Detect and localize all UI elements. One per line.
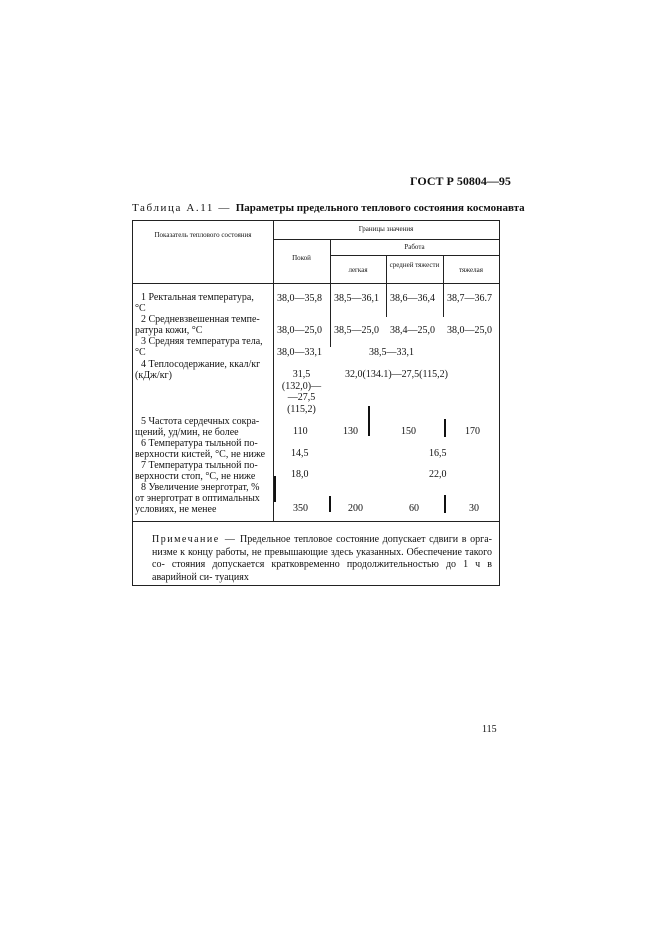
cell-heavy: 170 [465, 426, 480, 437]
rule-fragment [444, 495, 446, 513]
cell-medium: 38,6—36,4 [390, 293, 435, 304]
rule-fragment [274, 476, 276, 502]
row-label: верхности стоп, °С, не ниже [135, 471, 256, 482]
cell-work: 38,5—33,1 [369, 347, 414, 358]
header-medium: средней тяжести [389, 261, 440, 269]
row-label: ратура кожи, °С [135, 325, 203, 336]
cell-rest: 18,0 [291, 469, 309, 480]
cell-work: 22,0 [429, 469, 447, 480]
note-line: низме к концу работы, не превышающие здесь указанных. Обеспечение такого со- [152, 546, 492, 570]
cell-medium: 150 [401, 426, 416, 437]
caption-title: Параметры предельного теплового состояния космонавта [235, 202, 525, 214]
row-label: 5 Частота сердечных сокра- [141, 416, 260, 427]
note-line: Предельное тепловое состояние допускает сдвиги в орга- [239, 534, 493, 545]
cell-heavy: 38,7—36.7 [447, 293, 492, 304]
row-label: 3 Средняя температура тела, [141, 336, 263, 347]
note-heading: Примечание — [152, 534, 237, 545]
note-line: стояния допускается кратковременно продолжительностью до 1 ч в аварийной си- [152, 559, 493, 583]
cell-light: 200 [348, 503, 363, 514]
row-label: от энерготрат в оптимальных [135, 493, 260, 504]
header-bounds: Границы значения [358, 225, 414, 233]
row-label: 7 Температура тыльной по- [141, 460, 258, 471]
cell-work: 16,5 [429, 448, 447, 459]
col-divider-medium [443, 255, 444, 317]
cell-rest: 38,0—35,8 [277, 293, 322, 304]
header-work: Работа [404, 243, 425, 251]
caption-prefix: Таблица А.11 — [132, 202, 231, 214]
cell-medium: 60 [409, 503, 419, 514]
row-label: °С [135, 347, 146, 358]
header-rest: Покой [292, 254, 311, 262]
row-label: 8 Увеличение энерготрат, % [141, 482, 260, 493]
cell-light: 130 [343, 426, 358, 437]
row-label: условиях, не менее [135, 504, 217, 515]
cell-rest: 38,0—25,0 [277, 325, 322, 336]
cell-rest: 350 [293, 503, 308, 514]
cell-light: 38,5—36,1 [334, 293, 379, 304]
bounds-header-divider [273, 239, 499, 240]
cell-work: 32,0(134.1)—27,5(115,2) [345, 369, 448, 380]
cell-light: 38,5—25,0 [334, 325, 379, 336]
table-note [152, 534, 492, 584]
table-caption [132, 202, 525, 214]
row-label: щений, уд/мин, не более [135, 427, 239, 438]
cell-medium: 38,4—25,0 [390, 325, 435, 336]
cell-heavy: 30 [469, 503, 479, 514]
parameters-table [132, 220, 500, 586]
header-indicator: Показатель теплового состояния [154, 231, 252, 239]
work-header-divider [330, 255, 499, 256]
header-light: легкая [348, 266, 368, 274]
row-label: 2 Средневзвешенная темпе- [141, 314, 260, 325]
rule-fragment [329, 496, 331, 512]
header-bottom-line [133, 283, 499, 284]
row-label: 1 Ректальная температура, [141, 292, 254, 303]
page-number: 115 [482, 724, 497, 735]
rule-fragment [444, 419, 446, 437]
row-label: (кДж/кг) [135, 370, 172, 381]
cell-rest: 31,5 (132,0)— —27,5 (115,2) [281, 369, 322, 415]
standard-number: ГОСТ Р 50804—95 [410, 174, 511, 188]
header-heavy: тяжелая [459, 266, 483, 274]
row-label: верхности кистей, °С, не ниже [135, 449, 266, 460]
cell-rest: 110 [293, 426, 308, 437]
row-label: °С [135, 303, 146, 314]
rule-fragment [368, 406, 370, 436]
row-label: 6 Температура тыльной по- [141, 438, 258, 449]
cell-heavy: 38,0—25,0 [447, 325, 492, 336]
note-top-line [133, 521, 499, 522]
cell-rest: 14,5 [291, 448, 309, 459]
row-label: 4 Теплосодержание, ккал/кг [141, 359, 261, 370]
cell-rest: 38,0—33,1 [277, 347, 322, 358]
note-line: туациях [215, 571, 249, 583]
